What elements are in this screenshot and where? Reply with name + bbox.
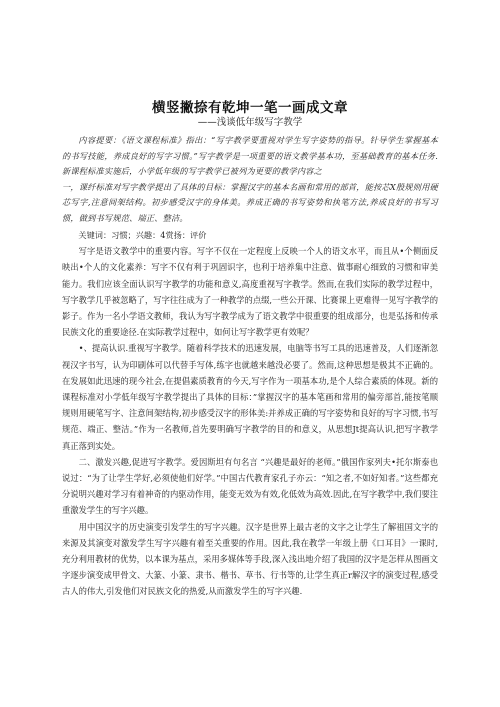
body-paragraph: 写字是语文教学中的重要内容。写字不仅在一定程度上反映一个人的语文水平，而且从•个侧面反映出•个人的文化素养：写字不仅有利于巩固识字，也利于培养集中注意、做事耐心细致的习惯和审美能力。我们应该全面认识写字教学的功能和意义,高度重视写字教学。然而,在我们实际的教学过程中，写字教学几乎被忽略了，写字往往成为了一种教学的点缀,一些公开课、比赛课上更难得一见写字教学的影子。作为一名小学语文教师，我认为写字教学成为了语文教学中很重要的组成部分，也是弘扬和传承民族文化的重要途径.在实际教学过程中，如何让写字教学更有效呢？ bbox=[62, 246, 439, 338]
document-body bbox=[62, 133, 438, 600]
abstract-paragraph: 内容提要：《语文课程标准》指出：“写字教学要重视对学生写字姿势的指导。针导学生掌握基本的书写技能，养成良好的写字习惯。”写字教学是一项重要的语文教学基本功，至基础教育的基本任务.新课程标准实施后，小学低年级的写字教学已被列为更要的教学内容之 bbox=[62, 135, 438, 177]
page-subtitle: ——浅谈低年级写字教学 bbox=[197, 117, 303, 128]
body-paragraph: 二、激发兴趣,促进写字教学。爱因斯坦有句名言 “兴趣是最好的老师。”俄国作家列夫•托尔斯泰也说过：“为了让学生学好,必须使他们好学。”中国古代教育家孔子亦云：“知之者,不如好知者。”这些都充分说明兴趣对学习有着神奇的内驱动作用，能变无效为有效,化低效为高效.因此,在写字教学中,我们要注重激发学生的写字兴趣。 bbox=[62, 456, 438, 516]
body-paragraph: •、提高认识.重视写字教学。随着科学技术的迅速发展，电脑等书写工具的迅速普及，人们逐渐忽视汉字书写，认为印刷体可以代替手写体,练字也就越来越没必要了。然而,这种思想是极其不正确的。在发展如此迅速的现今社会,在提倡素质教育的今天,写字作为一项基本功,是个人综合素质的体现。新的课程标准对小学低年级写字教学提出了具体的目标：”掌握汉字的基本笔画和常用的偏旁部首,能按笔顺规则用硬笔写字、注意间架结构,初步感受汉字的形体美:并养成正确的写字姿势和良好的写字习惯,书写规范、端正、整洁。”作为一名教师,首先要明确写字教学的目的和意义，从思想Jt提高认识,把写字教学真正落到实处。 bbox=[62, 343, 438, 451]
keywords-line: 关键词：习惯；兴趣：4赏扬：评价 bbox=[78, 229, 207, 240]
abstract-paragraph-continued: 一，课纤标准对写字教学提出了具体的目标：掌握汉字的基本名画和常用的部首，能按芯X殷规则用硬芯写字,注意间架结构。初步感受汉字的身体美。养成正确的书写姿势和执笔方法,养成良好的书写习惯，做到书写规范、端正、整洁。 bbox=[62, 181, 438, 223]
body-paragraph: 用中国汉字的历史演变引发学生的写字兴趣。汉字是世界上最古老的文字之让学生了解祖国文字的来源及其演变对激发学生写字兴趣有着至关重要的作用。因此,我在教学一年级上册《口耳目》一课时,充分利用教材的优势，以本课为基点，采用多媒体等手段,深入浅出地介绍了我国的汉字是怎样从图画文字逐步演变成甲骨文、大篆、小篆、隶书、楷书、草书、行书等的,让学生真正r解汉字的演变过程,感受古人的伟大,引发他们对民族文化的热爱,从而激发学生的写字兴趣. bbox=[62, 521, 439, 597]
page-title: 横竖撇捺有乾坤一笔一画成文章 bbox=[152, 100, 348, 116]
